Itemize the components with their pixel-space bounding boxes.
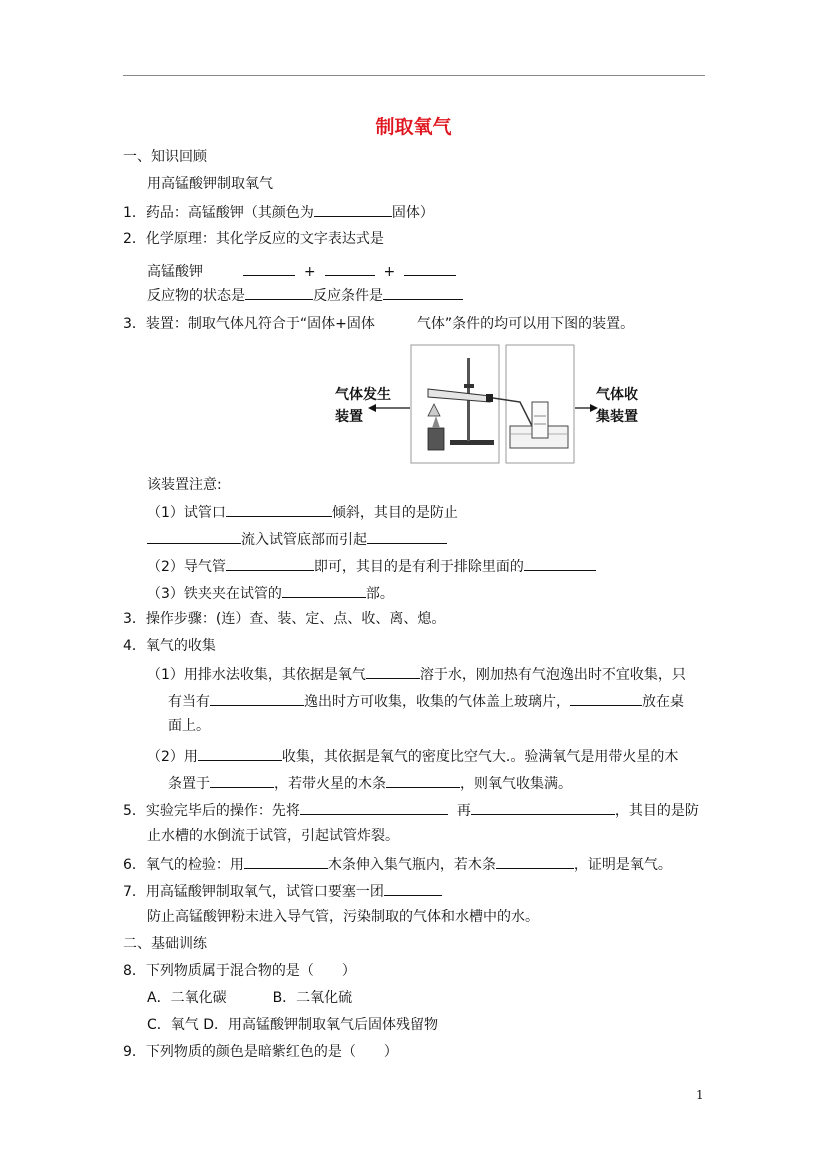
apparatus-figure bbox=[410, 344, 575, 464]
page-number: 1 bbox=[696, 1088, 704, 1102]
blank[interactable] bbox=[366, 664, 420, 679]
blank[interactable] bbox=[496, 854, 574, 869]
page-title: 制取氧气 bbox=[375, 116, 452, 138]
reactant: 高锰酸钾 bbox=[147, 264, 203, 280]
arrow-right-icon bbox=[574, 403, 598, 413]
q4-p1-cont: 有当有 逸出时方可收集，收集的气体盖上玻璃片， 放在桌 bbox=[168, 691, 684, 711]
blank[interactable] bbox=[524, 556, 596, 571]
blank[interactable] bbox=[570, 691, 642, 706]
note-1: （1）试管口 倾斜，其目的是防止 bbox=[147, 502, 458, 522]
blank[interactable] bbox=[384, 881, 442, 896]
note-1-cont: 流入试管底部而引起 bbox=[147, 529, 447, 549]
state-text-a: 反应物的状态是 bbox=[147, 288, 245, 304]
q5-line: 5．实验完毕后的操作：先将 再 ，其目的是防 bbox=[123, 800, 699, 820]
blank[interactable] bbox=[404, 261, 456, 276]
q4-p2: （2）用 收集，其依据是氧气的密度比空气大.。验满氧气是用带火星的木 bbox=[147, 746, 678, 766]
q4-p2-cont: 条置于 ，若带火星的木条 ，则氧气收集满。 bbox=[168, 773, 572, 793]
header-rule bbox=[123, 75, 705, 76]
blank[interactable] bbox=[210, 691, 304, 706]
blank[interactable] bbox=[367, 529, 447, 544]
q9-stem: 9．下列物质的颜色是暗紫红色的是（ ） bbox=[123, 1044, 398, 1060]
note-3: （3）铁夹夹在试管的 部。 bbox=[147, 583, 394, 603]
q1-text-b: 固体） bbox=[391, 205, 434, 221]
blank[interactable] bbox=[383, 285, 463, 300]
note-2: （2）导气管 即可，其目的是有利于排除里面的 bbox=[147, 556, 596, 576]
q4-p1-end: 面上。 bbox=[168, 718, 210, 734]
q1-text-a: 1．药品：高锰酸钾（其颜色为 bbox=[123, 205, 314, 221]
blank[interactable] bbox=[243, 261, 295, 276]
q3-line bbox=[123, 315, 634, 333]
state-line bbox=[147, 285, 463, 305]
blank[interactable] bbox=[226, 502, 332, 517]
blank[interactable] bbox=[244, 854, 328, 869]
option-b: B．二氧化硫 bbox=[272, 990, 353, 1006]
note-heading: 该装置注意: bbox=[147, 477, 222, 493]
plus-sign: + bbox=[303, 264, 316, 280]
blank[interactable] bbox=[226, 556, 314, 571]
blank[interactable] bbox=[245, 285, 313, 300]
equation-line bbox=[147, 261, 456, 281]
figure-label-generator: 气体发生 装置 bbox=[335, 387, 391, 425]
q7-line: 7．用高锰酸钾制取氧气，试管口要塞一团 bbox=[123, 881, 442, 901]
blank[interactable] bbox=[282, 583, 366, 598]
blank[interactable] bbox=[210, 773, 274, 788]
section-heading-2: 二、基础训练 bbox=[123, 936, 207, 952]
option-a: A．二氧化碳 bbox=[147, 990, 227, 1006]
q2-line: 2．化学原理：其化学反应的文字表达式是 bbox=[123, 231, 384, 247]
q5-cont: 止水槽的水倒流于试管，引起试管炸裂。 bbox=[147, 828, 399, 844]
blank[interactable] bbox=[300, 800, 448, 815]
q8-options-cd: C．氧气 D．用高锰酸钾制取氧气后固体残留物 bbox=[147, 1017, 439, 1033]
blank[interactable] bbox=[198, 746, 282, 761]
q8-stem: 8．下列物质属于混合物的是（ ） bbox=[123, 963, 356, 979]
arrow-left-icon bbox=[368, 403, 412, 413]
section-heading-1: 一、知识回顾 bbox=[123, 149, 207, 165]
q3-text-a: 3．装置：制取气体凡符合于“固体+固体 bbox=[123, 316, 375, 332]
blank[interactable] bbox=[325, 261, 375, 276]
blank[interactable] bbox=[386, 773, 460, 788]
q8-options-ab bbox=[147, 989, 352, 1007]
q1-line bbox=[123, 202, 434, 222]
q6-line: 6．氧气的检验：用 木条伸入集气瓶内，若木条 ，证明是氧气。 bbox=[123, 854, 672, 874]
plus-sign: + bbox=[383, 264, 396, 280]
state-text-b: 反应条件是 bbox=[313, 288, 383, 304]
intro-line: 用高锰酸钾制取氧气 bbox=[147, 176, 273, 192]
blank[interactable] bbox=[147, 529, 241, 544]
blank[interactable] bbox=[314, 202, 392, 217]
blank[interactable] bbox=[471, 800, 615, 815]
figure-label-collector: 气体收 集装置 bbox=[596, 387, 638, 425]
q7-cont: 防止高锰酸钾粉末进入导气管，污染制取的气体和水槽中的水。 bbox=[147, 909, 539, 925]
q4-line: 4．氧气的收集 bbox=[123, 638, 216, 654]
q3b-line: 3．操作步骤：(连）查、装、定、点、收、离、熄。 bbox=[123, 611, 446, 627]
q3-text-b: 气体”条件的均可以用下图的装置。 bbox=[416, 316, 635, 332]
q4-p1: （1）用排水法收集，其依据是氧气 溶于水，刚加热有气泡逸出时不宜收集，只 bbox=[147, 664, 686, 684]
